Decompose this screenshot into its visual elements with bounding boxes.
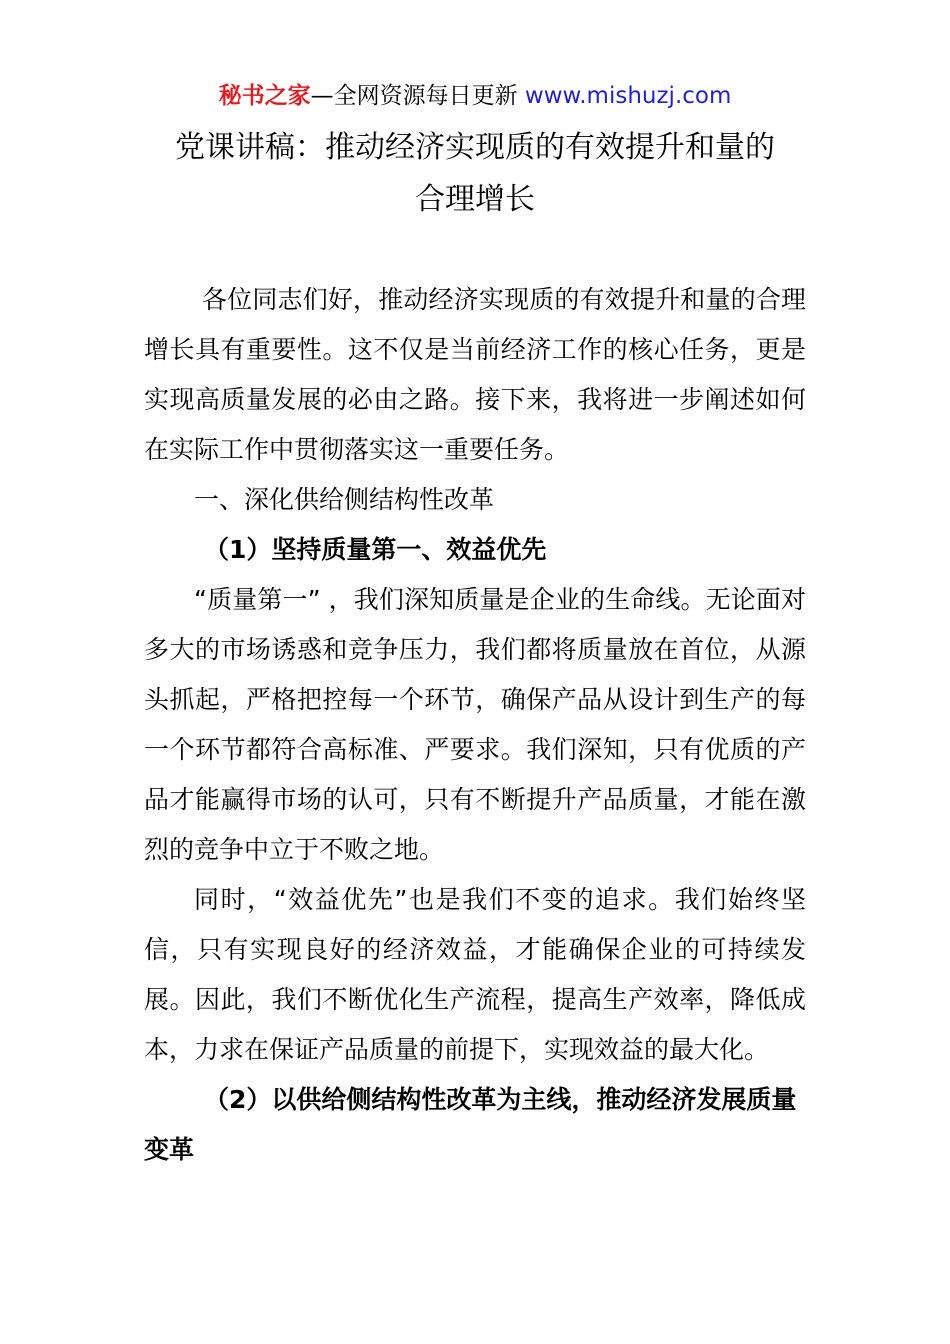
body-paragraph-2: 同时，“效益优先”也是我们不变的追求。我们始终坚信，只有实现良好的经济效益，才能确保企业的可持续发展。因此，我们不断优化生产流程，提高生产效率，降低成本，力求在保证产品质量的前提下，实现效益的最大化。 <box>144 885 806 1064</box>
section-heading: 一、深化供给侧结构性改革 <box>194 485 495 514</box>
document-title <box>120 122 830 226</box>
title-line-2: 合理增长 <box>415 182 535 217</box>
subsection-heading-2: （2）以供给侧结构性改革为主线，推动经济发展质量变革 <box>144 1085 797 1164</box>
brand-name: 秘书之家 <box>218 83 311 109</box>
subsection-heading-1: （1）坚持质量第一、效益优先 <box>204 535 547 564</box>
document-body <box>144 275 806 1175</box>
site-header <box>0 80 950 112</box>
body-paragraph-1: “质量第一” ，我们深知质量是企业的生命线。无论面对多大的市场诱惑和竞争压力，我们都将质量放在首位，从源头抓起，严格把控每一个环节，确保产品从设计到生产的每一个环节都符合高标准、严要求。我们深知，只有优质的产品才能赢得市场的认可，只有不断提升产品质量，才能在激烈的竞争中立于不败之地。 <box>144 585 806 864</box>
title-line-1: 党课讲稿：推动经济实现质的有效提升和量的 <box>175 130 775 165</box>
site-url-link[interactable]: www.mishuzj.com <box>524 83 732 109</box>
header-tagline: —全网资源每日更新 <box>310 83 525 109</box>
intro-paragraph: 各位同志们好，推动经济实现质的有效提升和量的合理增长具有重要性。这不仅是当前经济工作的核心任务，更是实现高质量发展的必由之路。接下来，我将进一步阐述如何在实际工作中贯彻落实这一重要任务。 <box>144 285 806 464</box>
